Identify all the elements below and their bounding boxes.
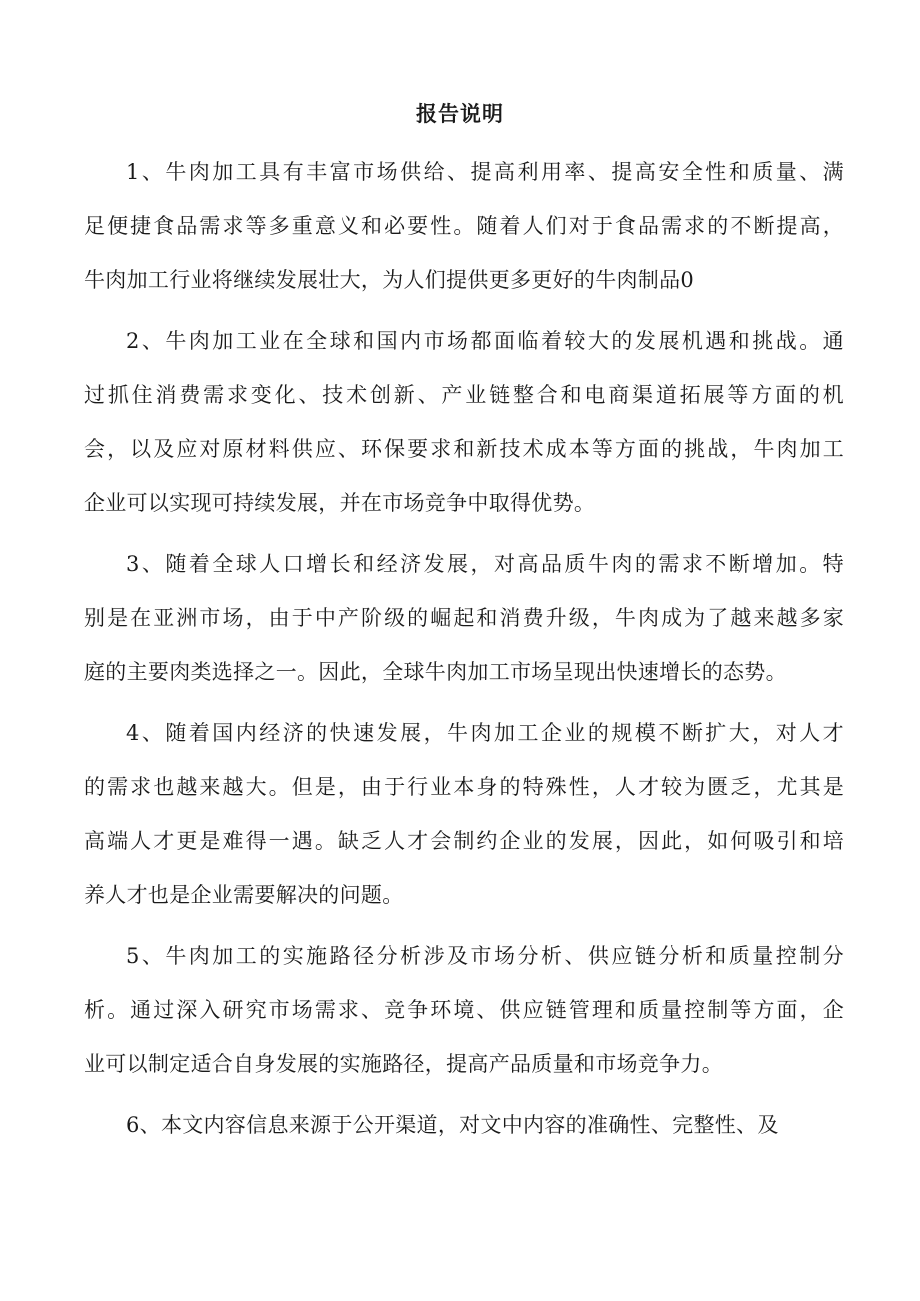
paragraph-line: 2、牛肉加工业在全球和国内市场都面临着较大的发展机遇和挑战。通 (126, 329, 844, 353)
paragraph-line: 4、随着国内经济的快速发展，牛肉加工企业的规模不断扩大，对人才 (126, 721, 844, 745)
paragraph-5 (84, 929, 844, 1091)
paragraph-1 (84, 145, 844, 307)
paragraph-line: 会，以及应对原材料供应、环保要求和新技术成本等方面的挑战，牛肉加工 (84, 437, 844, 461)
paragraph-2 (84, 314, 844, 530)
paragraph-6 (84, 1098, 844, 1152)
paragraph-line: 析。通过深入研究市场需求、竞争环境、供应链管理和质量控制等方面，企 (84, 998, 844, 1022)
paragraph-4 (84, 706, 844, 922)
paragraph-line: 庭的主要肉类选择之一。因此，全球牛肉加工市场呈现出快速增长的态势。 (84, 660, 787, 684)
paragraph-line: 1、牛肉加工具有丰富市场供给、提高利用率、提高安全性和质量、满 (126, 160, 844, 184)
paragraph-line: 别是在亚洲市场，由于中产阶级的崛起和消费升级，牛肉成为了越来越多家 (84, 606, 844, 630)
paragraph-line: 养人才也是企业需要解决的问题。 (84, 883, 404, 907)
paragraph-3 (84, 537, 844, 699)
paragraph-line: 5、牛肉加工的实施路径分析涉及市场分析、供应链分析和质量控制分 (126, 944, 844, 968)
paragraph-line: 6、本文内容信息来源于公开渠道，对文中内容的准确性、完整性、及 (126, 1113, 779, 1137)
paragraph-line: 过抓住消费需求变化、技术创新、产业链整合和电商渠道拓展等方面的机 (84, 383, 844, 407)
paragraph-line: 牛肉加工行业将继续发展壮大，为人们提供更多更好的牛肉制品0 (84, 268, 695, 292)
paragraph-line: 业可以制定适合自身发展的实施路径，提高产品质量和市场竞争力。 (84, 1052, 723, 1076)
paragraph-line: 3、随着全球人口增长和经济发展，对高品质牛肉的需求不断增加。特 (126, 552, 844, 576)
paragraph-line: 的需求也越来越大。但是，由于行业本身的特殊性，人才较为匮乏，尤其是 (84, 775, 844, 799)
paragraph-line: 足便捷食品需求等多重意义和必要性。随着人们对于食品需求的不断提高， (84, 214, 844, 238)
report-title: 报告说明 (416, 101, 504, 126)
paragraph-line: 企业可以实现可持续发展，并在市场竞争中取得优势。 (84, 491, 596, 515)
paragraph-line: 高端人才更是难得一遇。缺乏人才会制约企业的发展，因此，如何吸引和培 (84, 829, 844, 853)
